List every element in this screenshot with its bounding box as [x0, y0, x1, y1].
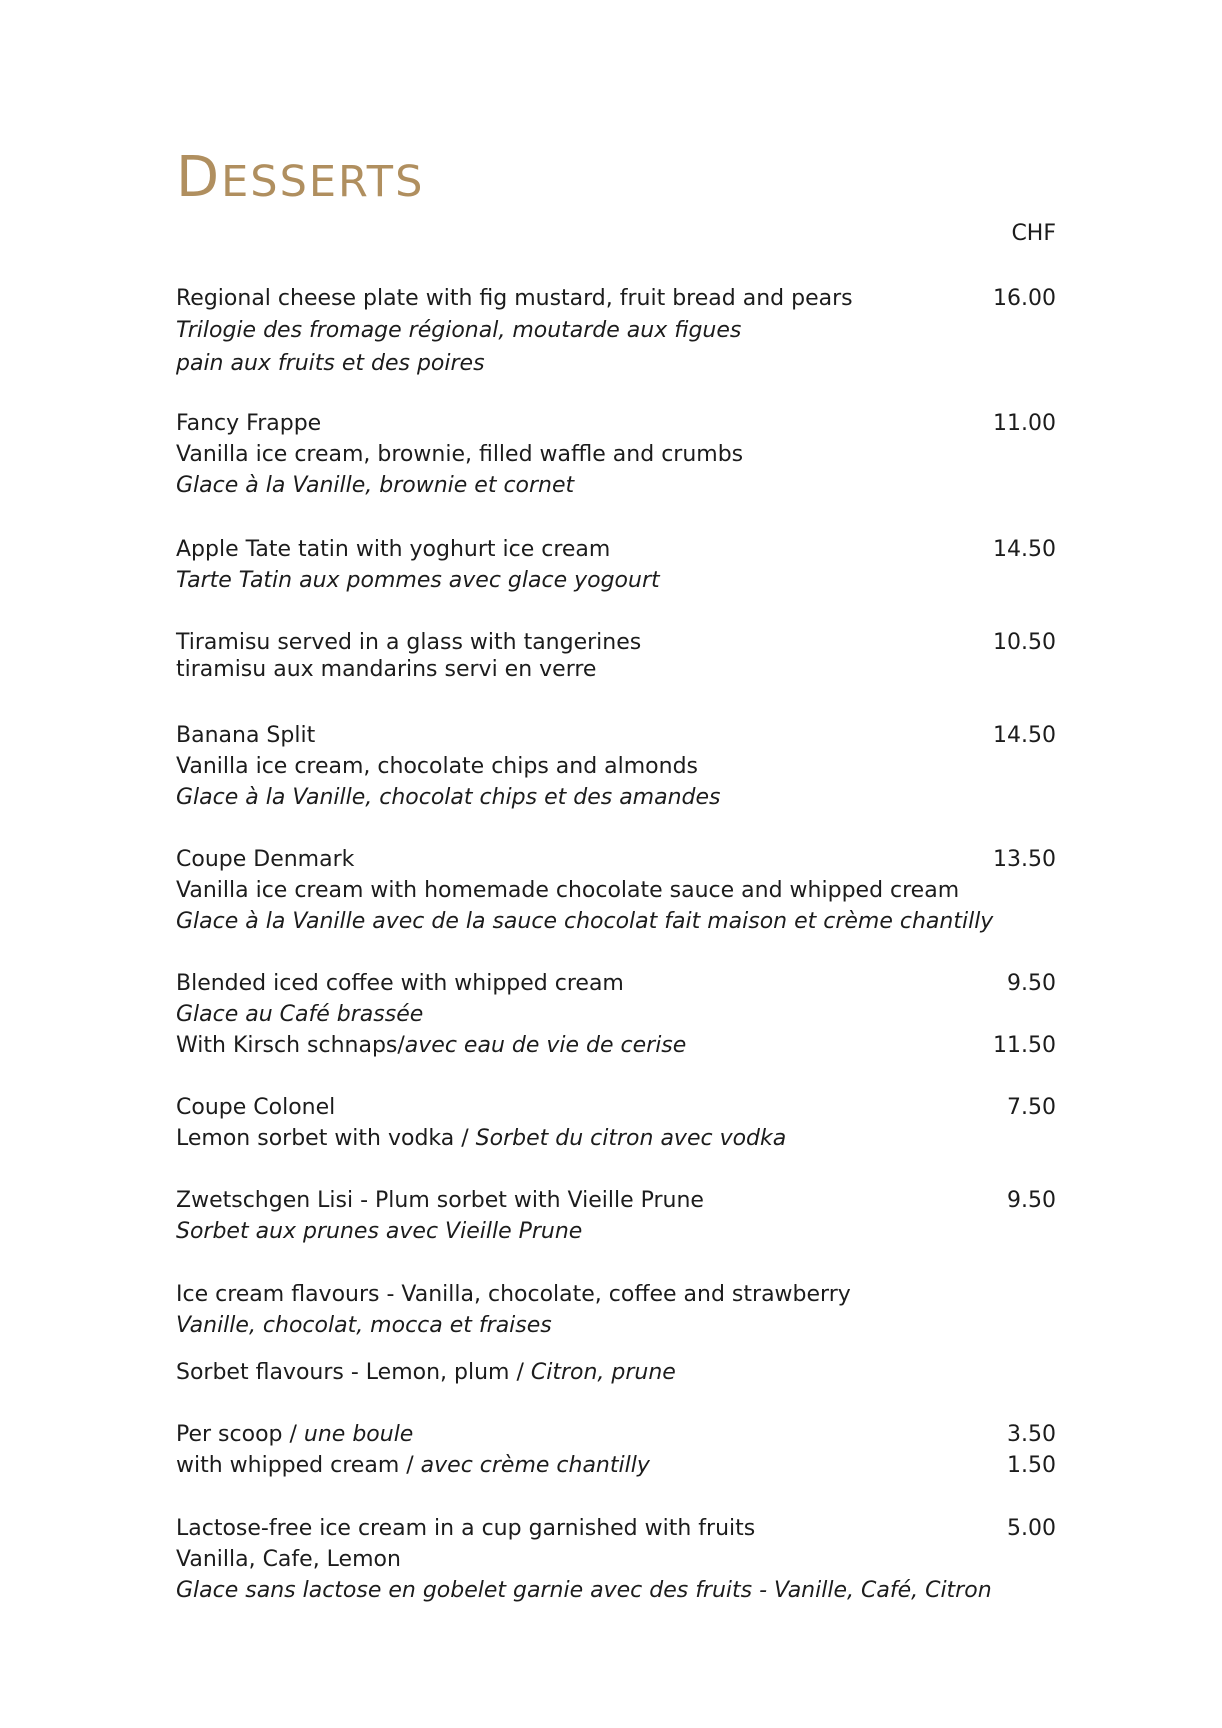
menu-line-text: [176, 350, 485, 378]
page-title-rest: ESSERTS: [221, 157, 425, 207]
menu-line-text-part: Sorbet flavours - Lemon, plum /: [176, 1360, 531, 1385]
menu-line-text: [176, 1218, 582, 1246]
menu-line-lactose-name: [176, 1515, 1056, 1543]
menu-line-text-part: Glace au Café brassée: [176, 1002, 424, 1027]
menu-line-text-part: avec eau de vie de cerise: [404, 1033, 687, 1058]
menu-line-icecream-flavours: [176, 1281, 1056, 1309]
menu-line-coffee-kirsch: [176, 1032, 1056, 1060]
menu-line-cheese-fr-1: [176, 317, 1056, 345]
menu-line-text-part: Zwetschgen Lisi - Plum sorbet with Vieille Prune: [176, 1188, 704, 1213]
menu-line-text: [176, 1546, 401, 1574]
menu-line-text-part: Sorbet aux prunes avec Vieille Prune: [176, 1219, 583, 1244]
menu-line-text: [176, 784, 721, 812]
menu-line-text: [176, 970, 624, 998]
menu-line-text: [176, 1452, 650, 1480]
menu-line-text: [176, 753, 698, 781]
menu-line-banana-name: [176, 722, 1056, 750]
menu-line-text-part: une boule: [303, 1422, 414, 1447]
menu-line-tatin-fr: [176, 567, 1056, 595]
menu-line-text-part: Per scoop /: [176, 1422, 304, 1447]
menu-line-text-part: Vanilla ice cream, chocolate chips and almonds: [176, 754, 699, 779]
menu-line-text-part: pain aux fruits et des poires: [176, 351, 485, 376]
menu-line-price: 9.50: [1007, 1188, 1056, 1213]
menu-line-frappe-name: [176, 410, 1056, 438]
menu-line-text: [176, 410, 321, 438]
menu-line-text-part: Vanille, chocolat, mocca et fraises: [176, 1313, 552, 1338]
menu-line-colonel-desc: [176, 1125, 1056, 1153]
menu-line-text: [176, 1359, 676, 1387]
menu-line-text-part: Glace à la Vanille avec de la sauce chocolat fait maison et crème chantilly: [176, 909, 994, 934]
menu-line-text: [176, 1577, 992, 1605]
menu-line-text: [176, 1515, 755, 1543]
page-title: [176, 145, 425, 210]
menu-line-text-part: Fancy Frappe: [176, 411, 322, 436]
menu-line-price: 9.50: [1007, 971, 1056, 996]
menu-line-frappe-fr: [176, 472, 1056, 500]
menu-line-text: [176, 1032, 686, 1060]
menu-line-text-part: Glace sans lactose en gobelet garnie avec des fruits - Vanille, Café, Citron: [176, 1578, 992, 1603]
menu-line-text: [176, 441, 743, 469]
menu-line-lactose-fr: [176, 1577, 1056, 1605]
menu-line-denmark-fr: [176, 908, 1056, 936]
menu-line-denmark-desc: [176, 877, 1056, 905]
menu-line-text-part: With Kirsch schnaps/: [176, 1033, 405, 1058]
menu-line-text: [176, 1281, 851, 1309]
menu-line-per-scoop: [176, 1421, 1056, 1449]
menu-line-text-part: tiramisu aux mandarins servi en verre: [176, 657, 597, 682]
menu-line-sorbet-flavours: [176, 1359, 1056, 1387]
menu-line-text-part: Lemon sorbet with vodka /: [176, 1126, 476, 1151]
menu-line-text-part: Tarte Tatin aux pommes avec glace yogourt: [176, 568, 660, 593]
menu-line-text-part: Ice cream flavours - Vanilla, chocolate, coffee and strawberry: [176, 1282, 851, 1307]
menu-line-price: 1.50: [1007, 1453, 1056, 1478]
menu-line-text-part: Banana Split: [176, 723, 316, 748]
menu-line-cheese-fr-2: [176, 350, 1056, 378]
menu-line-text: [176, 1187, 704, 1215]
menu-line-text-part: Vanilla, Cafe, Lemon: [176, 1547, 401, 1572]
menu-line-text-part: Trilogie des fromage régional, moutarde aux figues: [176, 318, 742, 343]
menu-line-denmark-name: [176, 846, 1056, 874]
menu-line-price: 5.00: [1007, 1516, 1056, 1541]
page-title-initial: D: [176, 145, 222, 210]
menu-line-text: [176, 1125, 786, 1153]
menu-line-price: 14.50: [993, 723, 1056, 748]
menu-line-text: [176, 1001, 423, 1029]
menu-line-text: [176, 1094, 335, 1122]
menu-line-tiramisu-name: [176, 629, 1056, 657]
menu-line-text: [176, 877, 959, 905]
menu-line-text-part: Coupe Denmark: [176, 847, 355, 872]
menu-line-cheese-name: [176, 285, 1056, 313]
menu-line-price: 7.50: [1007, 1095, 1056, 1120]
menu-line-lisi-fr: [176, 1218, 1056, 1246]
menu-line-frappe-desc: [176, 441, 1056, 469]
menu-line-price: 11.00: [993, 411, 1056, 436]
menu-line-lisi-name: [176, 1187, 1056, 1215]
menu-line-text: [176, 656, 596, 684]
menu-line-text-part: Regional cheese plate with fig mustard, fruit bread and pears: [176, 286, 853, 311]
menu-line-text: [176, 629, 641, 657]
menu-line-text: [176, 1312, 552, 1340]
menu-line-price: 11.50: [993, 1033, 1056, 1058]
menu-line-text-part: Apple Tate tatin with yoghurt ice cream: [176, 537, 611, 562]
menu-line-price: 13.50: [993, 847, 1056, 872]
menu-line-text: [176, 317, 741, 345]
menu-line-text-part: avec crème chantilly: [420, 1453, 650, 1478]
menu-line-text-part: Blended iced coffee with whipped cream: [176, 971, 624, 996]
menu-line-tiramisu-fr: [176, 656, 1056, 684]
menu-line-text: [176, 722, 315, 750]
menu-line-text: [176, 285, 853, 313]
menu-line-coffee-fr: [176, 1001, 1056, 1029]
menu-line-price: 10.50: [993, 630, 1056, 655]
menu-line-price: 14.50: [993, 537, 1056, 562]
menu-line-price: 16.00: [993, 286, 1056, 311]
menu-line-colonel-name: [176, 1094, 1056, 1122]
menu-line-icecream-flavours-fr: [176, 1312, 1056, 1340]
menu-line-text-part: Coupe Colonel: [176, 1095, 336, 1120]
menu-line-text-part: Glace à la Vanille, brownie et cornet: [176, 473, 575, 498]
currency-label: CHF: [1011, 221, 1056, 246]
menu-line-banana-fr: [176, 784, 1056, 812]
menu-line-text: [176, 846, 354, 874]
menu-line-price: 3.50: [1007, 1422, 1056, 1447]
menu-line-text-part: Tiramisu served in a glass with tangerines: [176, 630, 642, 655]
menu-line-banana-desc: [176, 753, 1056, 781]
menu-line-coffee-name: [176, 970, 1056, 998]
menu-line-tatin-name: [176, 536, 1056, 564]
menu-line-text: [176, 908, 993, 936]
menu-line-whipped-cream: [176, 1452, 1056, 1480]
menu-line-text-part: Vanilla ice cream, brownie, filled waffle and crumbs: [176, 442, 744, 467]
menu-line-text: [176, 536, 610, 564]
menu-line-text: [176, 472, 574, 500]
menu-line-lactose-flavours: [176, 1546, 1056, 1574]
menu-line-text: [176, 1421, 413, 1449]
menu-line-text-part: Vanilla ice cream with homemade chocolate sauce and whipped cream: [176, 878, 960, 903]
menu-line-text-part: Lactose-free ice cream in a cup garnished with fruits: [176, 1516, 756, 1541]
menu-line-text-part: Sorbet du citron avec vodka: [475, 1126, 787, 1151]
menu-line-text: [176, 567, 660, 595]
menu-line-text-part: Glace à la Vanille, chocolat chips et des amandes: [176, 785, 721, 810]
menu-line-text-part: Citron, prune: [530, 1360, 676, 1385]
menu-line-text-part: with whipped cream /: [176, 1453, 421, 1478]
